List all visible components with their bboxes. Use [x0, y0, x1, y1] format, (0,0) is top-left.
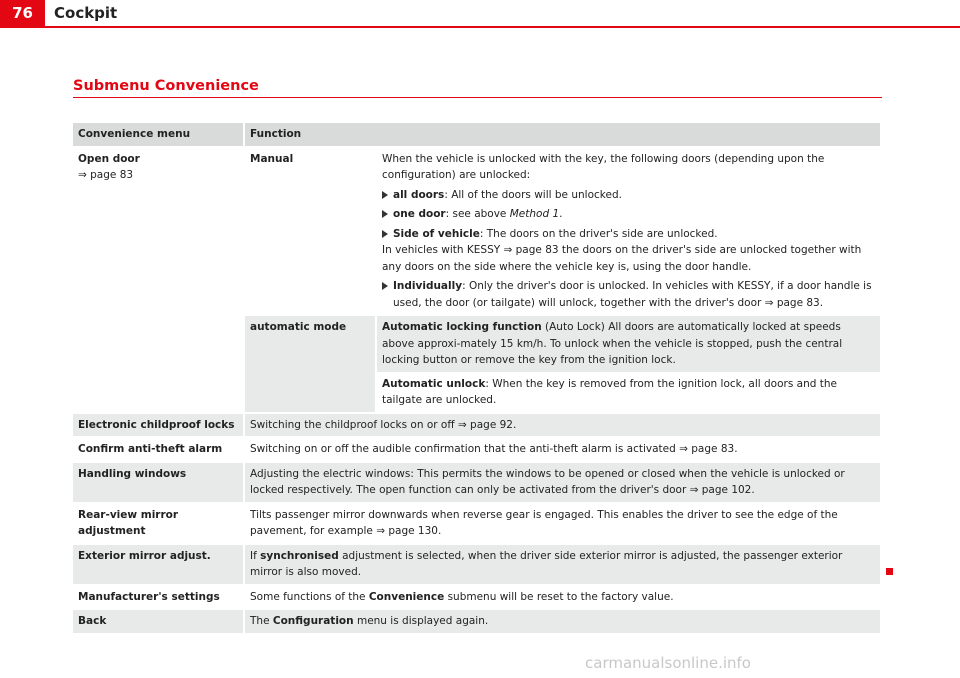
list-item — [382, 206, 875, 223]
table-header-row — [73, 123, 880, 146]
triangle-bullet-icon — [382, 282, 388, 290]
auto-unlock-text: : When the key is removed from the ignition lock, all doors and the tailgate are unlocked. — [382, 377, 837, 406]
table-row-exterior-mirror — [73, 545, 880, 584]
auto-unlock-term: Automatic unlock — [382, 377, 486, 390]
individually-term: Individually — [393, 280, 463, 292]
auto-lock-block — [377, 316, 880, 372]
table-row-open-door-manual — [73, 148, 880, 315]
manual-intro: When the vehicle is unlocked with the key, the following doors (depending upon the configuration) are unlocked: — [382, 152, 825, 181]
exterior-term: synchronised — [260, 549, 339, 562]
open-door-label: Open door — [78, 152, 140, 165]
page-header — [0, 0, 960, 27]
all-doors-text: : All of the doors will be unlocked. — [444, 188, 622, 201]
page-number: 76 — [0, 0, 45, 26]
section-title-rule — [73, 97, 882, 98]
factory-description — [245, 586, 880, 609]
back-description — [245, 610, 880, 633]
factory-label: Manufacturer's settings — [73, 586, 243, 609]
watermark: carmanualsonline.info — [585, 654, 751, 672]
col-header-function: Function — [245, 123, 880, 146]
auto-lock-text: (Auto Lock) All doors are automatically locked at speeds above approxi-mately 15 km/h. To unlock when the vehicle is stopped, push the central locking button or remove the key from the ignition lock. — [382, 321, 843, 366]
automatic-mode-label: automatic mode — [245, 316, 375, 412]
table-row-windows — [73, 463, 880, 502]
factory-text: submenu will be reset to the factory value. — [444, 590, 674, 603]
individually-text: : Only the driver's door is unlocked. In vehicles with KESSY, if a door handle is used, the door (or tailgate) will unlock, together with the driver's door ⇒ page 83. — [393, 280, 872, 309]
exterior-text: adjustment is selected, when the driver side exterior mirror is adjusted, the passenger exterior mirror is also moved. — [250, 549, 843, 578]
table-row-back — [73, 610, 880, 633]
triangle-bullet-icon — [382, 230, 388, 238]
exterior-pre: If — [250, 549, 261, 562]
header-rule — [0, 26, 960, 28]
rearview-label: Rear-view mirror adjustment — [73, 504, 243, 543]
side-term: Side of vehicle — [393, 227, 480, 240]
antitheft-text: Switching on or off the audible confirmation that the anti-theft alarm is activated ⇒ page 83. — [245, 438, 880, 461]
exterior-description — [245, 545, 880, 584]
childproof-text: Switching the childproof locks on or off ⇒ page 92. — [245, 414, 880, 437]
convenience-menu-table — [71, 121, 882, 635]
auto-unlock-block — [377, 372, 880, 412]
exterior-label: Exterior mirror adjust. — [73, 545, 243, 584]
table-row-factory — [73, 586, 880, 609]
back-term: Configuration — [272, 615, 354, 627]
all-doors-term: all doors — [393, 188, 445, 201]
table-row-childproof — [73, 414, 880, 437]
automatic-mode-description — [377, 316, 880, 412]
back-label: Back — [73, 610, 243, 633]
back-pre: The — [250, 615, 273, 627]
back-text: menu is displayed again. — [353, 615, 489, 627]
col-header-menu: Convenience menu — [73, 123, 243, 146]
childproof-label: Electronic childproof locks — [73, 414, 243, 437]
factory-term: Convenience — [368, 590, 445, 603]
triangle-bullet-icon — [382, 210, 388, 218]
antitheft-label: Confirm anti-theft alarm — [73, 438, 243, 461]
manual-label: Manual — [245, 148, 375, 315]
open-door-cell — [73, 148, 243, 412]
list-item — [382, 278, 875, 311]
one-door-end: . — [559, 208, 563, 220]
one-door-method: Method 1 — [509, 208, 560, 220]
list-item — [382, 226, 875, 243]
open-door-ref: ⇒ page 83 — [78, 169, 134, 181]
triangle-bullet-icon — [382, 191, 388, 199]
windows-text: Adjusting the electric windows: This permits the windows to be opened or closed when the vehicle is unlocked or locked respectively. The open function can only be activated from the driver's door ⇒ page 102. — [245, 463, 880, 502]
manual-description — [377, 148, 880, 315]
one-door-term: one door — [393, 208, 446, 220]
side-text: : The doors on the driver's side are unlocked. — [479, 227, 718, 240]
windows-label: Handling windows — [73, 463, 243, 502]
table-row-antitheft — [73, 438, 880, 461]
side-kessy-text: In vehicles with KESSY ⇒ page 83 the doors on the driver's side are unlocked together with any doors on the side where the vehicle key is, using the door handle. — [382, 244, 862, 273]
section-end-marker — [886, 568, 893, 575]
one-door-text: : see above — [445, 208, 510, 220]
section-title: Submenu Convenience — [73, 78, 259, 94]
chapter-title: Cockpit — [54, 4, 118, 22]
table-row-rearview — [73, 504, 880, 543]
factory-pre: Some functions of the — [250, 590, 369, 603]
list-item — [382, 187, 875, 204]
rearview-text: Tilts passenger mirror downwards when reverse gear is engaged. This enables the driver to see the edge of the pavement, for example ⇒ page 130. — [245, 504, 880, 543]
auto-lock-term: Automatic locking function — [382, 321, 542, 333]
